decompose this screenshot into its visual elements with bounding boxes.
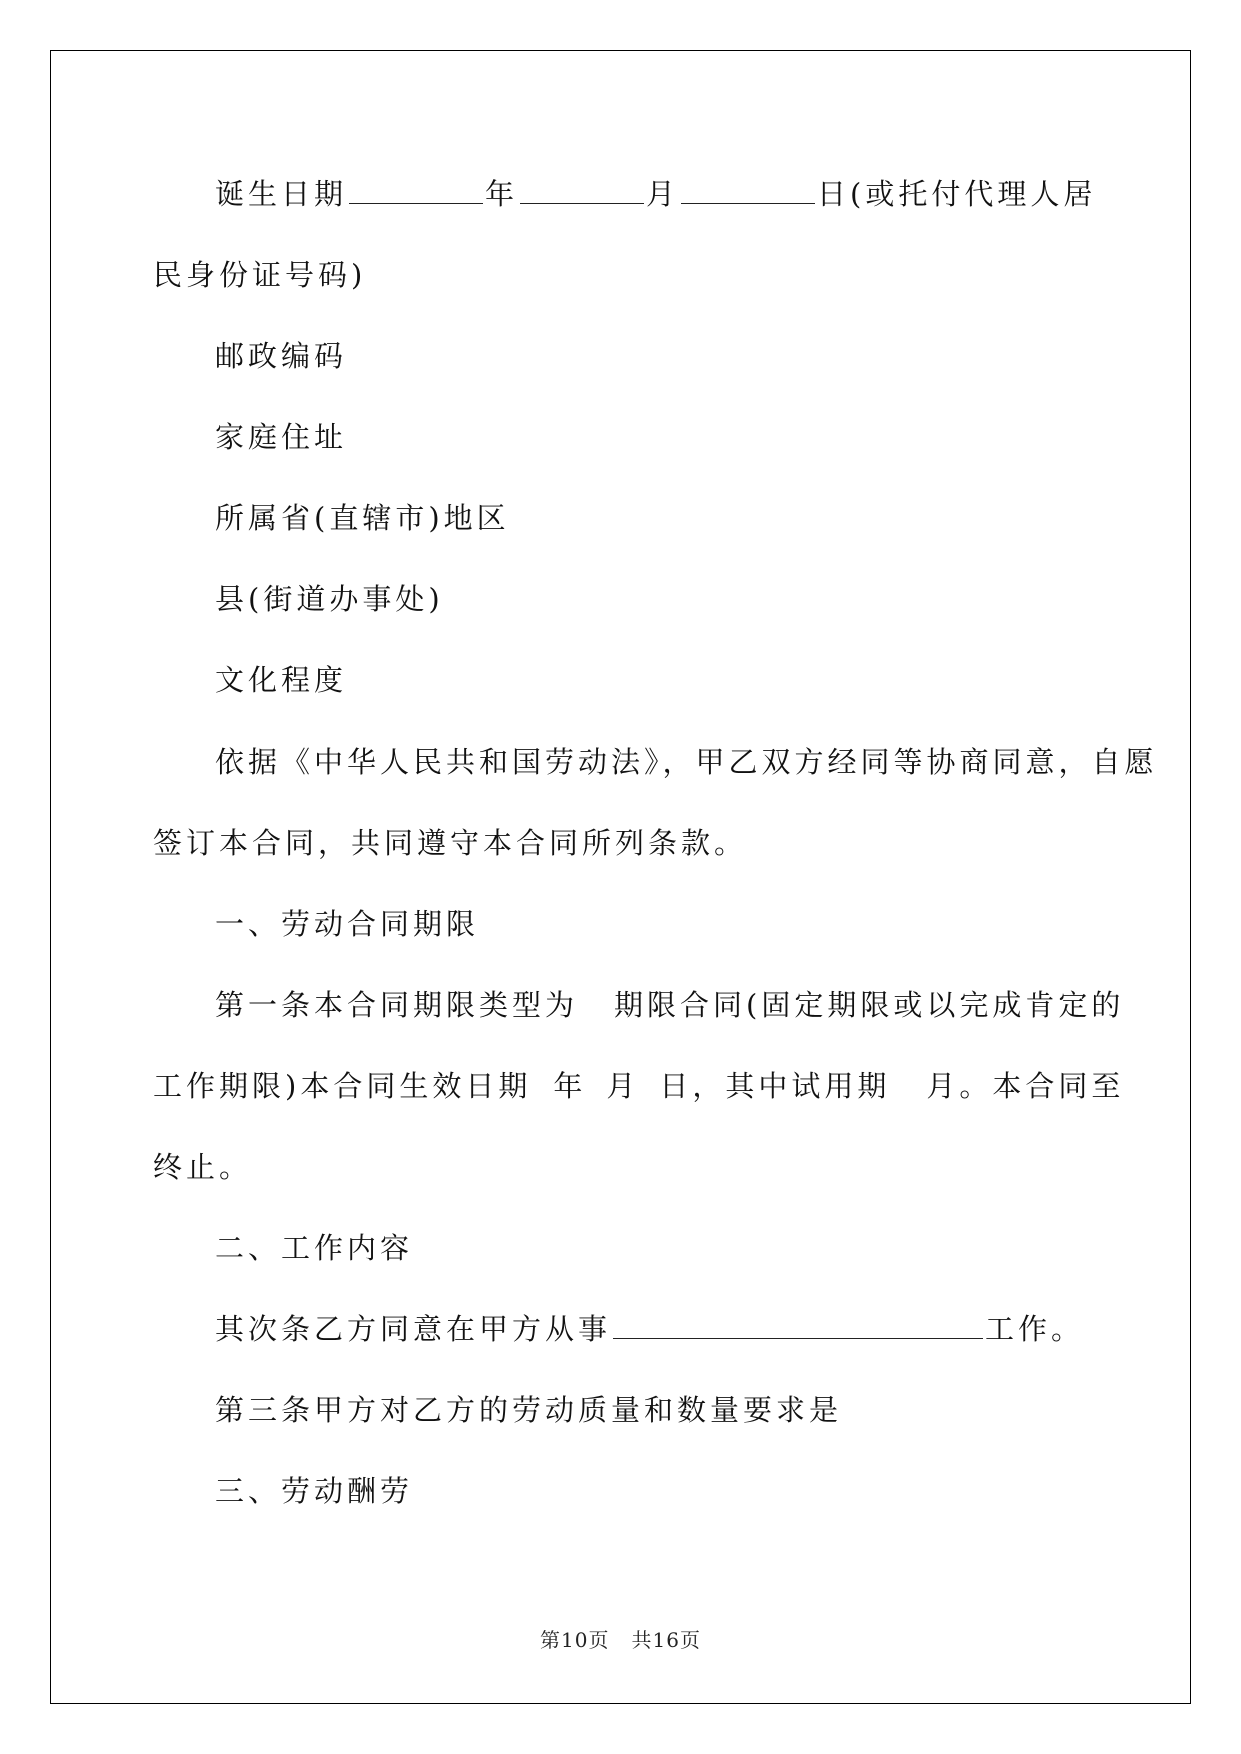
effective-year-label: 年 [553,1069,587,1103]
month-blank [520,177,644,204]
year-blank [349,177,483,204]
article-1-line-1 [215,983,1124,1024]
id-number-line: 民身份证号码) [153,258,367,292]
day-blank [681,177,815,204]
month-label: 月 [646,177,680,211]
contract-until-label: 月。本合同至 [926,1069,1125,1103]
home-address-line: 家庭住址 [215,420,348,454]
effective-month-label: 月 [606,1069,640,1103]
job-blank [613,1312,983,1339]
article-1-text-a: 第一条本合同期限类型为 [215,988,579,1022]
province-line: 所属省(直辖市)地区 [215,501,510,535]
county-line: 县(街道办事处) [215,582,444,616]
education-line: 文化程度 [215,663,348,697]
total-pages: 共16页 [631,1628,701,1652]
postal-code-line: 邮政编码 [215,339,348,373]
section-3-heading: 三、劳动酬劳 [215,1474,414,1508]
birth-date-label: 诞生日期 [215,177,348,211]
article-2-line [215,1307,1084,1348]
article-3-line: 第三条甲方对乙方的劳动质量和数量要求是 [215,1393,843,1427]
birth-date-line [215,172,1096,213]
day-label: 日(或托付代理人居 [817,177,1097,211]
page-number: 第10页 [540,1628,610,1652]
probation-label: 日，其中试用期 [659,1069,891,1103]
section-1-heading: 一、劳动合同期限 [215,907,480,941]
page-footer [0,1624,1241,1653]
article-1-text-b: 期限合同(固定期限或以完成肯定的 [614,988,1125,1022]
preamble-line-2: 签订本合同，共同遵守本合同所列条款。 [153,826,748,860]
article-1-line-3: 终止。 [153,1150,253,1184]
effective-date-label: 工作期限)本合同生效日期 [153,1069,532,1103]
year-label: 年 [485,177,519,211]
article-1-line-2 [153,1064,1124,1105]
article-2-text: 其次条乙方同意在甲方从事 [215,1312,612,1346]
section-2-heading: 二、工作内容 [215,1231,414,1265]
preamble-line-1: 依据《中华人民共和国劳动法》，甲乙双方经同等协商同意，自愿 [215,745,1158,779]
job-suffix: 工作。 [985,1312,1085,1346]
